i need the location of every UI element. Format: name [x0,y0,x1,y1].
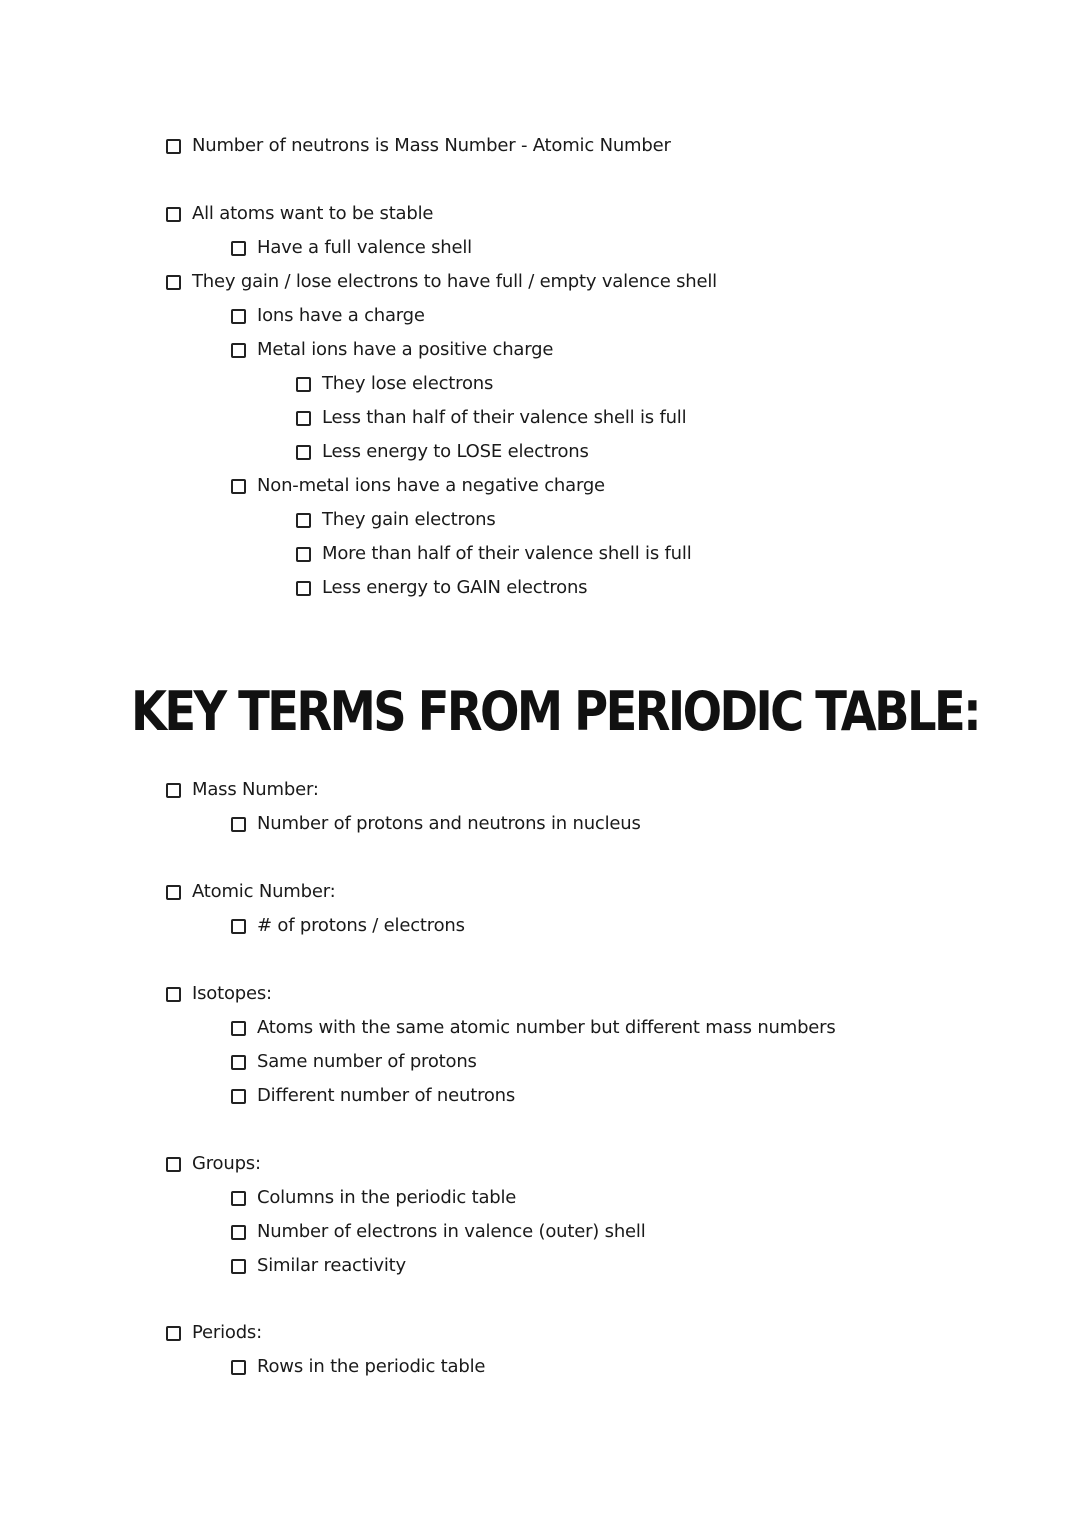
checklist-item[interactable] [166,1147,261,1181]
item-label: Rows in the periodic table [257,1356,486,1377]
item-label: Less energy to GAIN electrons [322,577,588,598]
checkbox-icon[interactable] [231,817,246,832]
checklist-item[interactable] [231,1215,646,1249]
checklist-item[interactable] [231,807,641,841]
item-label: Atoms with the same atomic number but different mass numbers [257,1017,836,1038]
checkbox-icon[interactable] [166,783,181,798]
checkbox-icon[interactable] [231,343,246,358]
checkbox-icon[interactable] [296,445,311,460]
checkbox-icon[interactable] [231,919,246,934]
item-label: Periods: [192,1322,262,1343]
checklist-item[interactable] [296,503,496,537]
checkbox-icon[interactable] [166,987,181,1002]
checklist-item[interactable] [231,333,553,367]
checklist-item[interactable] [296,571,587,605]
checkbox-icon[interactable] [296,581,311,596]
checklist-item[interactable] [231,1350,485,1384]
checkbox-icon[interactable] [166,275,181,290]
item-label: Less energy to LOSE electrons [322,441,589,462]
item-label: All atoms want to be stable [192,203,434,224]
item-label: Atomic Number: [192,881,336,902]
checklist-item[interactable] [166,197,433,231]
checklist-item[interactable] [231,909,465,943]
checklist-item[interactable] [231,1045,477,1079]
checkbox-icon[interactable] [231,1055,246,1070]
section-heading: KEY TERMS FROM PERIODIC TABLE: [131,680,980,743]
item-label: Columns in the periodic table [257,1187,517,1208]
item-label: Number of neutrons is Mass Number - Atomic Number [192,135,671,156]
checkbox-icon[interactable] [231,309,246,324]
checkbox-icon[interactable] [166,885,181,900]
item-label: # of protons / electrons [257,915,465,936]
checklist-item[interactable] [231,231,472,265]
checkbox-icon[interactable] [296,547,311,562]
checklist-item[interactable] [166,875,335,909]
checkbox-icon[interactable] [231,1089,246,1104]
checkbox-icon[interactable] [296,377,311,392]
checklist-item[interactable] [166,1316,262,1350]
checkbox-icon[interactable] [166,1157,181,1172]
checkbox-icon[interactable] [231,1191,246,1206]
checkbox-icon[interactable] [231,1021,246,1036]
checklist-item[interactable] [166,265,717,299]
item-label: Isotopes: [192,983,272,1004]
checklist-item[interactable] [296,435,589,469]
checklist-item[interactable] [166,977,272,1011]
item-label: Groups: [192,1153,261,1174]
checklist-item[interactable] [231,1079,515,1113]
item-label: Non-metal ions have a negative charge [257,475,605,496]
item-label: Ions have a charge [257,305,425,326]
item-label: Same number of protons [257,1051,477,1072]
item-label: Number of protons and neutrons in nucleus [257,813,641,834]
item-label: Number of electrons in valence (outer) shell [257,1221,646,1242]
checkbox-icon[interactable] [231,1259,246,1274]
checkbox-icon[interactable] [296,513,311,528]
item-label: Different number of neutrons [257,1085,516,1106]
checkbox-icon[interactable] [296,411,311,426]
item-label: Similar reactivity [257,1255,406,1276]
item-label: Less than half of their valence shell is full [322,407,687,428]
item-label: Metal ions have a positive charge [257,339,554,360]
checkbox-icon[interactable] [231,479,246,494]
checkbox-icon[interactable] [231,1360,246,1375]
item-label: Mass Number: [192,779,319,800]
checklist-item[interactable] [296,367,493,401]
item-label: They gain electrons [322,509,496,530]
checklist-item[interactable] [166,773,319,807]
checklist-item[interactable] [231,1249,406,1283]
checklist-item[interactable] [296,537,692,571]
checklist-item[interactable] [231,469,605,503]
item-label: They gain / lose electrons to have full / empty valence shell [192,271,717,292]
checkbox-icon[interactable] [166,207,181,222]
checkbox-icon[interactable] [166,139,181,154]
item-label: More than half of their valence shell is full [322,543,692,564]
item-label: Have a full valence shell [257,237,472,258]
checklist-item[interactable] [231,299,425,333]
checklist-item[interactable] [231,1011,836,1045]
checklist-item[interactable] [166,129,671,163]
checkbox-icon[interactable] [231,1225,246,1240]
checklist-item[interactable] [296,401,686,435]
checkbox-icon[interactable] [231,241,246,256]
checkbox-icon[interactable] [166,1326,181,1341]
item-label: They lose electrons [322,373,494,394]
checklist-item[interactable] [231,1181,516,1215]
